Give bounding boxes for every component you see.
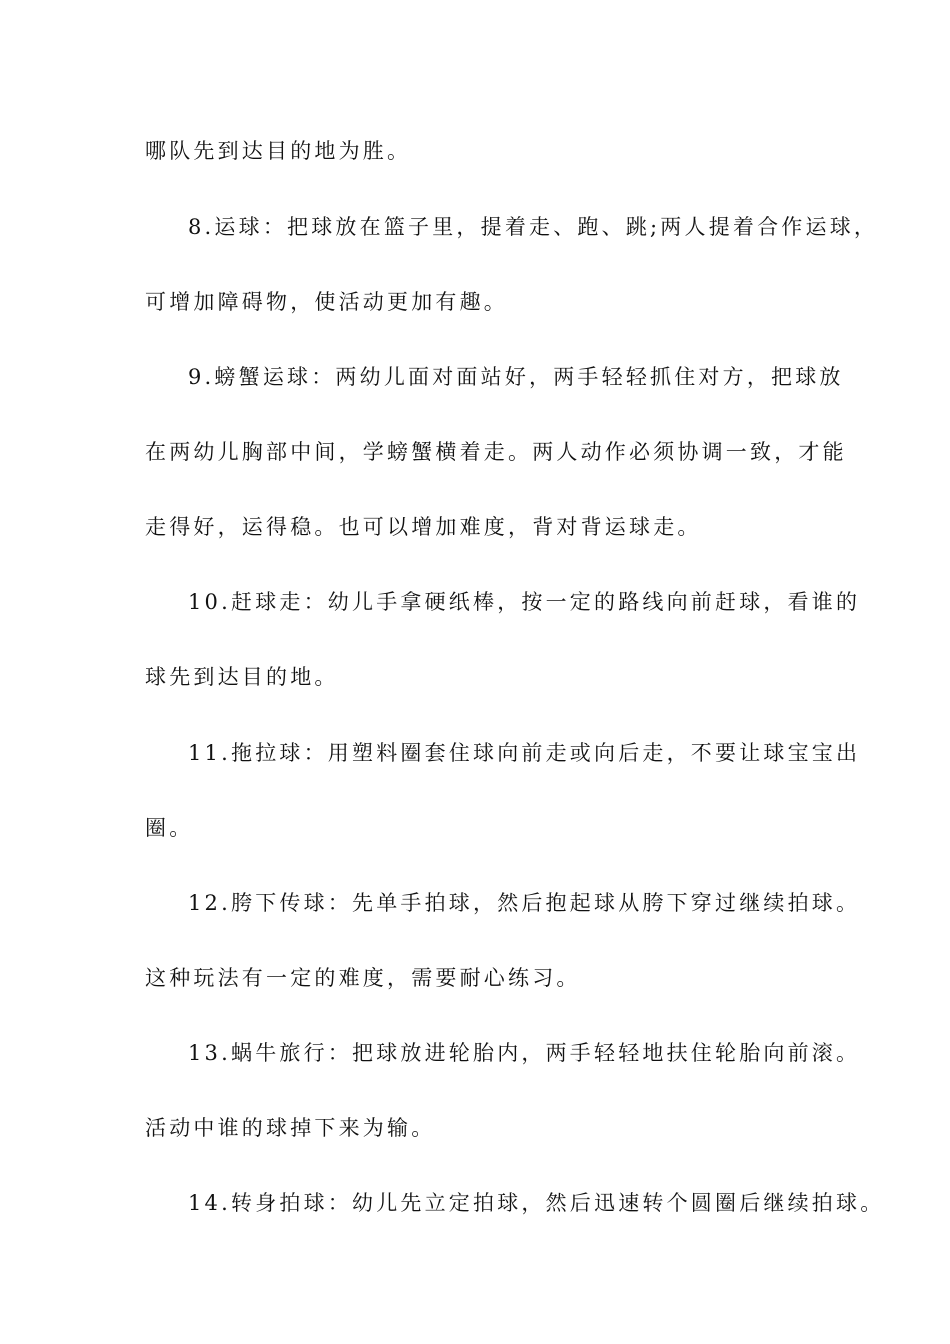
text-line: 活动中谁的球掉下来为输。 [145, 1116, 436, 1140]
text-line: 走得好，运得稳。也可以增加难度，背对背运球走。 [145, 515, 702, 539]
text-line: 哪队先到达目的地为胜。 [145, 139, 412, 163]
paragraph-9-line-1: 9.螃蟹运球：两幼儿面对面站好，两手轻轻抓住对方，把球放 [188, 365, 844, 389]
text-line: 这种玩法有一定的难度，需要耐心练习。 [145, 966, 581, 990]
paragraph-8-line-1: 8.运球：把球放在篮子里，提着走、跑、跳;两人提着合作运球， [188, 215, 879, 239]
text-line: 球先到达目的地。 [145, 665, 339, 689]
paragraph-10-line-1: 10.赶球走：幼儿手拿硬纸棒，按一定的路线向前赶球，看谁的 [188, 590, 861, 614]
paragraph-13-line-1: 13.蜗牛旅行：把球放进轮胎内，两手轻轻地扶住轮胎向前滚。 [188, 1041, 861, 1065]
text-line: 在两幼儿胸部中间，学螃蟹横着走。两人动作必须协调一致，才能 [145, 440, 847, 464]
text-line: 圈。 [145, 816, 194, 840]
paragraph-14-line-1: 14.转身拍球：幼儿先立定拍球，然后迅速转个圆圈后继续拍球。 [188, 1191, 885, 1215]
text-line: 可增加障碍物，使活动更加有趣。 [145, 290, 508, 314]
paragraph-11-line-1: 11.拖拉球：用塑料圈套住球向前走或向后走，不要让球宝宝出 [188, 741, 861, 765]
paragraph-12-line-1: 12.胯下传球：先单手拍球，然后抱起球从胯下穿过继续拍球。 [188, 891, 861, 915]
